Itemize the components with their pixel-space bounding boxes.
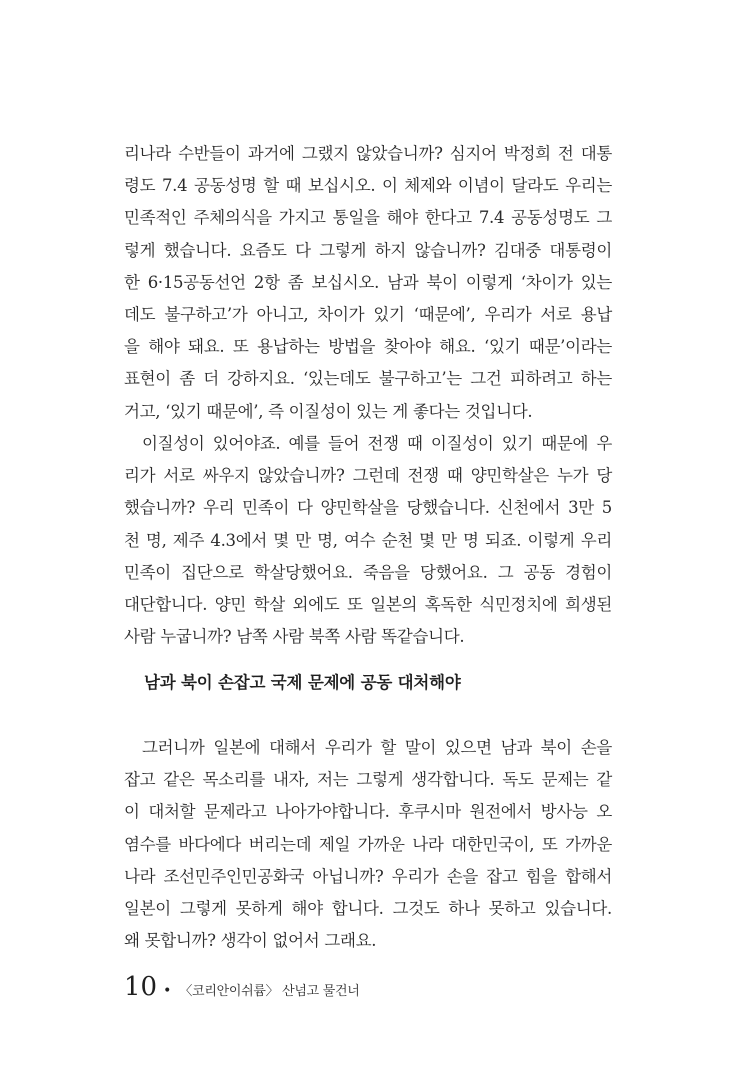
paragraph-3 [124,732,612,957]
bullet-separator: • [163,983,172,999]
text-line: 이 대처할 문제라고 나아가야합니다. 후쿠시마 원전에서 방사능 오 [124,802,612,822]
text-line: 데도 불구하고’가 아니고, 차이가 있기 ‘때문에’, 우리가 서로 용납 [124,304,612,324]
paragraph-1 [124,138,612,428]
text-line: 그러니까 일본에 대해서 우리가 할 말이 있으면 남과 북이 손을 [142,738,612,757]
text-line: 염수를 바다에다 버리는데 제일 가까운 나라 대한민국이, 또 가까운 [124,834,612,854]
text-line: 령도 7.4 공동성명 할 때 보십시오. 이 체제와 이념이 달라도 우리는 [124,176,612,196]
text-line: 민족적인 주체의식을 가지고 통일을 해야 한다고 7.4 공동성명도 그 [124,208,612,228]
text-line: 을 해야 돼요. 또 용납하는 방법을 찾아야 해요. ‘있기 때문’이라는 [124,337,612,357]
text-line: 리나라 수반들이 과거에 그랬지 않았습니까? 심지어 박정희 전 대통 [124,144,612,163]
text-line: 렇게 했습니다. 요즘도 다 그렇게 하지 않습니까? 김대중 대통령이 [124,240,612,260]
paragraph-2 [124,428,612,653]
text-line: 민족이 집단으로 학살당했어요. 죽음을 당했어요. 그 공동 경험이 [124,562,612,582]
page-number: 10 [124,972,158,1002]
page-footer [124,972,360,1004]
text-line: 거고, ‘있기 때문에’, 즉 이질성이 있는 게 좋다는 것입니다. [124,401,533,421]
text-line: 사람 누굽니까? 남쪽 사람 북쪽 사람 똑같습니다. [124,627,465,647]
text-line: 표현이 좀 더 강하지요. ‘있는데도 불구하고’는 그건 피하려고 하는 [124,369,612,389]
text-line: 잡고 같은 목소리를 내자, 저는 그렇게 생각합니다. 독도 문제는 같 [124,770,612,790]
text-line: 대단합니다. 양민 학살 외에도 또 일본의 혹독한 식민정치에 희생된 [124,594,612,614]
text-line: 일본이 그렇게 못하게 해야 합니다. 그것도 하나 못하고 있습니다. [124,898,612,918]
book-title: 〈코리안이쉬륨〉 산넘고 물건너 [179,984,360,999]
text-line: 한 6·15공동선언 2항 좀 보십시오. 남과 북이 이렇게 ‘차이가 있는 [124,272,612,292]
text-line: 이질성이 있어야죠. 예를 들어 전쟁 때 이질성이 있기 때문에 우 [142,434,612,453]
text-line: 왜 못합니까? 생각이 없어서 그래요. [124,931,377,951]
section-heading: 남과 북이 손잡고 국제 문제에 공동 대처해야 [144,673,461,692]
text-line: 천 명, 제주 4.3에서 몇 만 명, 여수 순천 몇 만 명 되죠. 이렇게 우리 [124,530,612,550]
text-line: 했습니까? 우리 민족이 다 양민학살을 당했습니다. 신천에서 3만 5 [124,498,612,518]
text-line: 나라 조선민주인민공화국 아닙니까? 우리가 손을 잡고 힘을 합해서 [124,866,612,886]
text-line: 리가 서로 싸우지 않았습니까? 그런데 전쟁 때 양민학살은 누가 당 [124,466,612,486]
